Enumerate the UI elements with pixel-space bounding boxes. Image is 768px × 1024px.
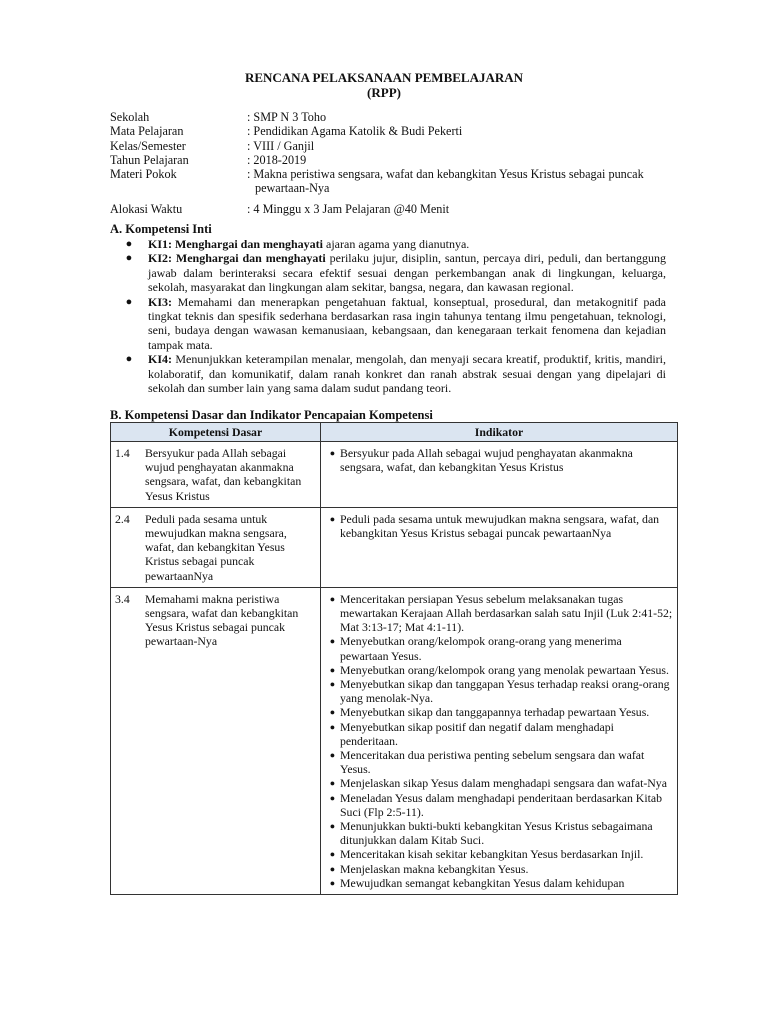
bullet-icon: ● [329,849,336,860]
info-label: Mata Pelajaran [110,124,184,139]
competency-table [110,422,678,895]
info-value: : 4 Minggu x 3 Jam Pelajaran @40 Menit [247,201,450,216]
bullet-icon: ● [329,513,336,524]
identity-block [110,110,680,216]
bullet-icon: ● [329,863,336,874]
list-item: ● Menyebutkan sikap positif dan negatif dalam menghadapi penderitaan. [325,720,673,748]
list-item [110,295,666,353]
list-item: ● Bersyukur pada Allah sebagai wujud penghayatan akanmakna sengsara, wafat, dan kebangkitan Yesus Kristus [325,446,673,474]
bullet-icon: ● [125,353,133,366]
table-row [111,442,678,508]
bullet-icon: ● [329,721,336,732]
list-item [110,237,666,251]
bullet-icon: ● [125,238,133,250]
list-item: ● Menyebutkan orang/kelompok orang-orang yang menerima pewartaan Yesus. [325,634,673,662]
list-item [110,352,666,395]
ki-text: Menunjukkan keterampilan menalar, mengolah, dan menyaji secara kreatif, produktif, kritis, mandiri, kolaboratif, dan komunikatif, dalam ranah konkret dan ranah abstrak sesuai dengan yang dipelajari di sekolah dan sumber lain yang sama dalam sudut pandang teori. [148,352,666,396]
info-label: Alokasi Waktu [110,201,183,216]
list-item: ● Menceritakan kisah sekitar kebangkitan Yesus berdasarkan Injil. [325,847,673,861]
kompetensi-inti-list [110,237,666,395]
kd-number: 1.4 [115,446,130,460]
list-item: ● Menjelaskan makna kebangkitan Yesus. [325,862,673,876]
table-header-indicator: Indikator [321,423,678,442]
table-header-row [111,423,678,442]
document-subtitle: (RPP) [367,85,401,100]
table-row [111,507,678,587]
info-row [110,202,680,216]
info-row [110,167,680,196]
info-value-line: : Makna peristiwa sengsara, wafat dan kebangkitan Yesus Kristus sebagai puncak [247,167,644,182]
indicator-list [325,512,673,540]
info-label: Tahun Pelajaran [110,152,189,167]
ki-heading: KI3: [148,294,172,309]
bullet-icon: ● [329,593,336,604]
bullet-icon: ● [329,636,336,647]
kd-text: Memahami makna peristiwa sengsara, wafat dan kebangkitan Yesus Kristus sebagai puncak pewartaan-Nya [145,591,299,649]
bullet-icon: ● [329,792,336,803]
ki-heading: KI2: Menghargai dan menghayati [148,251,326,266]
bullet-icon: ● [329,707,336,718]
list-item: ● Menyebutkan orang/kelompok orang yang menolak pewartaan Yesus. [325,663,673,677]
list-item: ● Peduli pada sesama untuk mewujudkan makna sengsara, wafat, dan kebangkitan Yesus Kristus sebagai puncak pewartaanNya [325,512,673,540]
bullet-icon: ● [329,664,336,675]
document-title: RENCANA PELAKSANAAN PEMBELAJARAN [244,70,524,85]
list-item: ● Menyebutkan sikap dan tanggapannya terhadap pewartaan Yesus. [325,705,673,719]
ki-text: perilaku jujur, disiplin, santun, percaya diri, peduli, dan bertanggung jawab dalam berinteraksi secara efektif sesuai dengan perkembangan anak di lingkungan, keluarga, sekolah, masyarakat dan lingkungan alam sekitar, bangsa, negara, dan kawasan regional. [148,251,666,295]
info-row [110,153,680,167]
bullet-icon: ● [125,295,133,308]
info-row [110,124,680,138]
ki-text: ajaran agama yang dianutnya. [323,237,470,251]
info-row [110,110,680,124]
bullet-icon: ● [329,679,336,690]
info-label: Materi Pokok [110,167,177,182]
ki-heading: KI4: [148,352,172,367]
bullet-icon: ● [329,750,336,761]
section-heading: A. Kompetensi Inti [110,222,212,236]
info-value-line: pewartaan-Nya [255,181,330,196]
kd-text: Peduli pada sesama untuk mewujudkan makna sengsara, wafat, dan kebangkitan Yesus Kristus sebagai puncak pewartaanNya [145,511,287,583]
info-value: : Pendidikan Agama Katolik & Budi Pekerti [247,124,463,139]
info-value [247,167,680,196]
info-label: Sekolah [110,110,150,124]
bullet-icon: ● [329,821,336,832]
list-item: ● Mewujudkan semangat kebangkitan Yesus dalam kehidupan [325,876,673,890]
list-item: ● Menceritakan dua peristiwa penting sebelum sengsara dan wafat Yesus. [325,748,673,776]
table-row [111,587,678,894]
list-item: ● Meneladan Yesus dalam menghadapi penderitaan berdasarkan Kitab Suci (Flp 2:5-11). [325,791,673,819]
ki-text: Memahami dan menerapkan pengetahuan faktual, konseptual, prosedural, dan metakognitif pada tingkat teknis dan spesifik sederhana berdasarkan rasa ingin tahunya tentang ilmu pengetahuan, teknologi, seni, budaya dengan wawasan kemanusiaan, kebangsaan, dan kenegaraan terkait fenomena dan kejadian tampak mata. [148,294,666,352]
info-value: : VIII / Ganjil [247,138,315,153]
info-row [110,139,680,153]
kd-text: Bersyukur pada Allah sebagai wujud penghayatan akanmakna sengsara, wafat, dan kebangkitan Yesus Kristus [145,446,302,503]
ki-heading: KI1: Menghargai dan menghayati [148,237,324,251]
info-label: Kelas/Semester [110,138,186,153]
info-value: : 2018-2019 [247,152,307,167]
info-value: : SMP N 3 Toho [247,110,327,124]
bullet-icon: ● [329,877,336,888]
bullet-icon: ● [125,252,133,265]
list-item: ● Menyebutkan sikap dan tanggapan Yesus terhadap reaksi orang-orang yang menolak-Nya. [325,677,673,705]
section-heading: B. Kompetensi Dasar dan Indikator Pencapaian Kompetensi [110,408,433,422]
kd-number: 3.4 [115,591,130,606]
bullet-icon: ● [329,448,336,458]
list-item: ● Menceritakan persiapan Yesus sebelum melaksanakan tugas mewartakan Kerajaan Allah berdasarkan salah satu Injil (Luk 2:41-52; Mat 3:13-17; Mat 4:1-11). [325,592,673,635]
list-item: ● Menunjukkan bukti-bukti kebangkitan Yesus Kristus sebagaimana ditunjukkan dalam Kitab Suci. [325,819,673,847]
indicator-list [325,446,673,474]
bullet-icon: ● [329,778,336,789]
indicator-list [325,592,673,890]
list-item: ● Menjelaskan sikap Yesus dalam menghadapi sengsara dan wafat-Nya [325,776,673,790]
kd-number: 2.4 [115,511,130,526]
table-header-kd: Kompetensi Dasar [111,423,321,442]
list-item [110,251,666,294]
